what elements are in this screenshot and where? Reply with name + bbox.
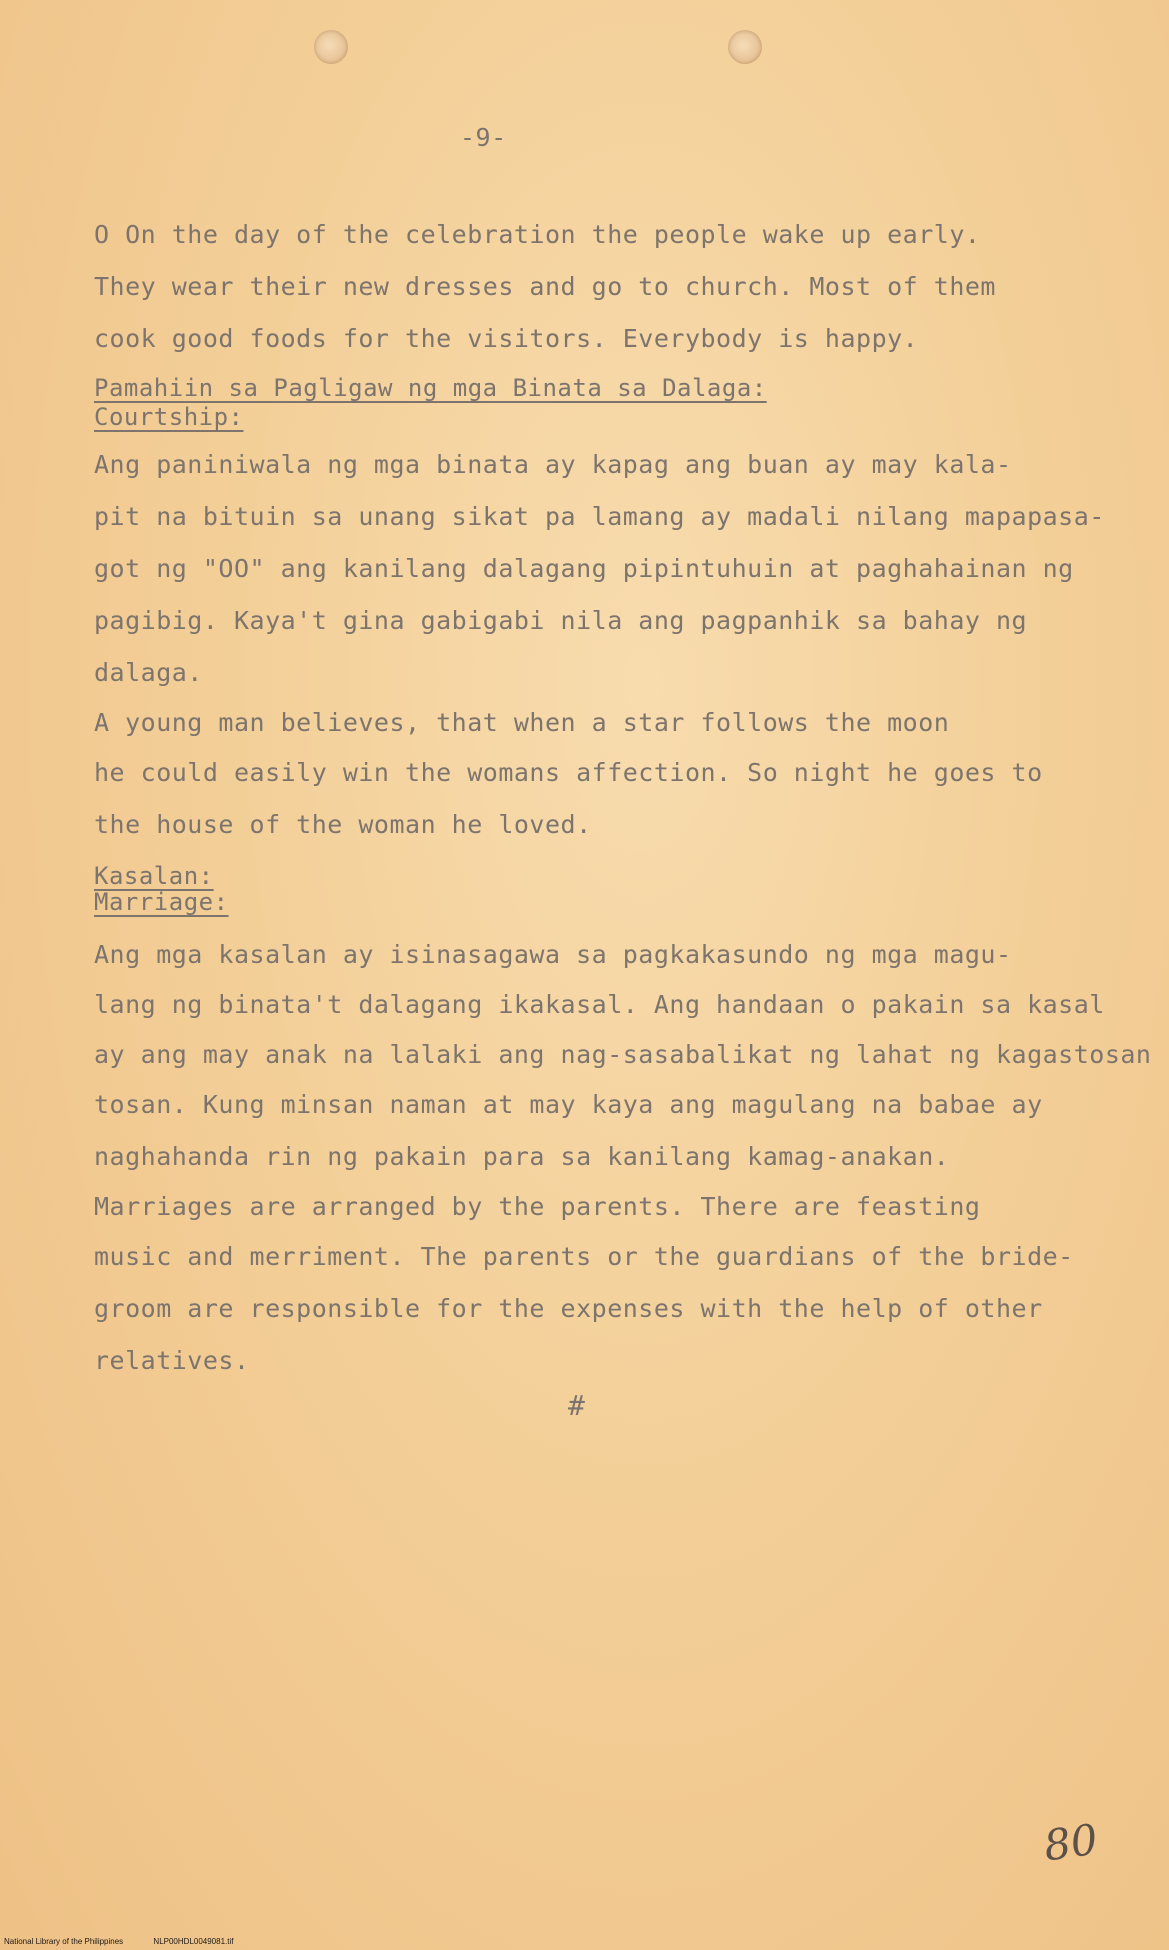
end-mark: # <box>568 1389 586 1422</box>
marriage-heading-tagalog: Kasalan: <box>94 862 214 890</box>
paragraph-1-line-2: They wear their new dresses and go to church. Most of them <box>94 272 996 301</box>
marriage-english-line-1: Marriages are arranged by the parents. There are feasting <box>94 1192 981 1221</box>
marriage-tagalog-line-3: ay ang may anak na lalaki ang nag-sasabalikat ng lahat ng kagastosan <box>94 1040 1152 1069</box>
punch-hole-left <box>314 30 348 64</box>
marriage-heading-english: Marriage: <box>94 888 229 916</box>
marriage-tagalog-line-1: Ang mga kasalan ay isinasagawa sa pagkakasundo ng mga magu- <box>94 940 1012 969</box>
courtship-tagalog-line-4: pagibig. Kaya't gina gabigabi nila ang pagpanhik sa bahay ng <box>94 606 1028 635</box>
courtship-english-line-2: he could easily win the womans affection. So night he goes to <box>94 758 1043 787</box>
marriage-tagalog-line-5: naghahanda rin ng pakain para sa kanilang kamag-anakan. <box>94 1142 950 1171</box>
courtship-heading-tagalog: Pamahiin sa Pagligaw ng mga Binata sa Dalaga: <box>94 374 767 402</box>
scan-footer <box>4 1937 233 1946</box>
footer-source: National Library of the Philippines <box>4 1937 124 1946</box>
paragraph-1-line-1: O On the day of the celebration the people wake up early. <box>94 220 981 249</box>
courtship-english-line-1: A young man believes, that when a star follows the moon <box>94 708 950 737</box>
marriage-english-line-2: music and merriment. The parents or the guardians of the bride- <box>94 1242 1074 1271</box>
courtship-tagalog-line-5: dalaga. <box>94 658 203 687</box>
marriage-english-line-4: relatives. <box>94 1346 250 1375</box>
punch-hole-right <box>728 30 762 64</box>
courtship-tagalog-line-3: got ng "OO" ang kanilang dalagang pipintuhuin at paghahainan ng <box>94 554 1074 583</box>
courtship-english-line-3: the house of the woman he loved. <box>94 810 592 839</box>
paragraph-1-line-3: cook good foods for the visitors. Everybody is happy. <box>94 324 919 353</box>
marriage-english-line-3: groom are responsible for the expenses with the help of other <box>94 1294 1043 1323</box>
footer-file-id: NLP00HDL0049081.tif <box>153 1937 234 1946</box>
courtship-tagalog-line-1: Ang paniniwala ng mga binata ay kapag ang buan ay may kala- <box>94 450 1012 479</box>
marriage-tagalog-line-2: lang ng binata't dalagang ikakasal. Ang handaan o pakain sa kasal <box>94 990 1105 1019</box>
handwritten-page-number: 80 <box>1040 1814 1101 1871</box>
marriage-tagalog-line-4: tosan. Kung minsan naman at may kaya ang magulang na babae ay <box>94 1090 1043 1119</box>
courtship-heading-english: Courtship: <box>94 403 244 431</box>
courtship-tagalog-line-2: pit na bituin sa unang sikat pa lamang ay madali nilang mapapasa- <box>94 502 1105 531</box>
page-number: -9- <box>460 123 507 152</box>
